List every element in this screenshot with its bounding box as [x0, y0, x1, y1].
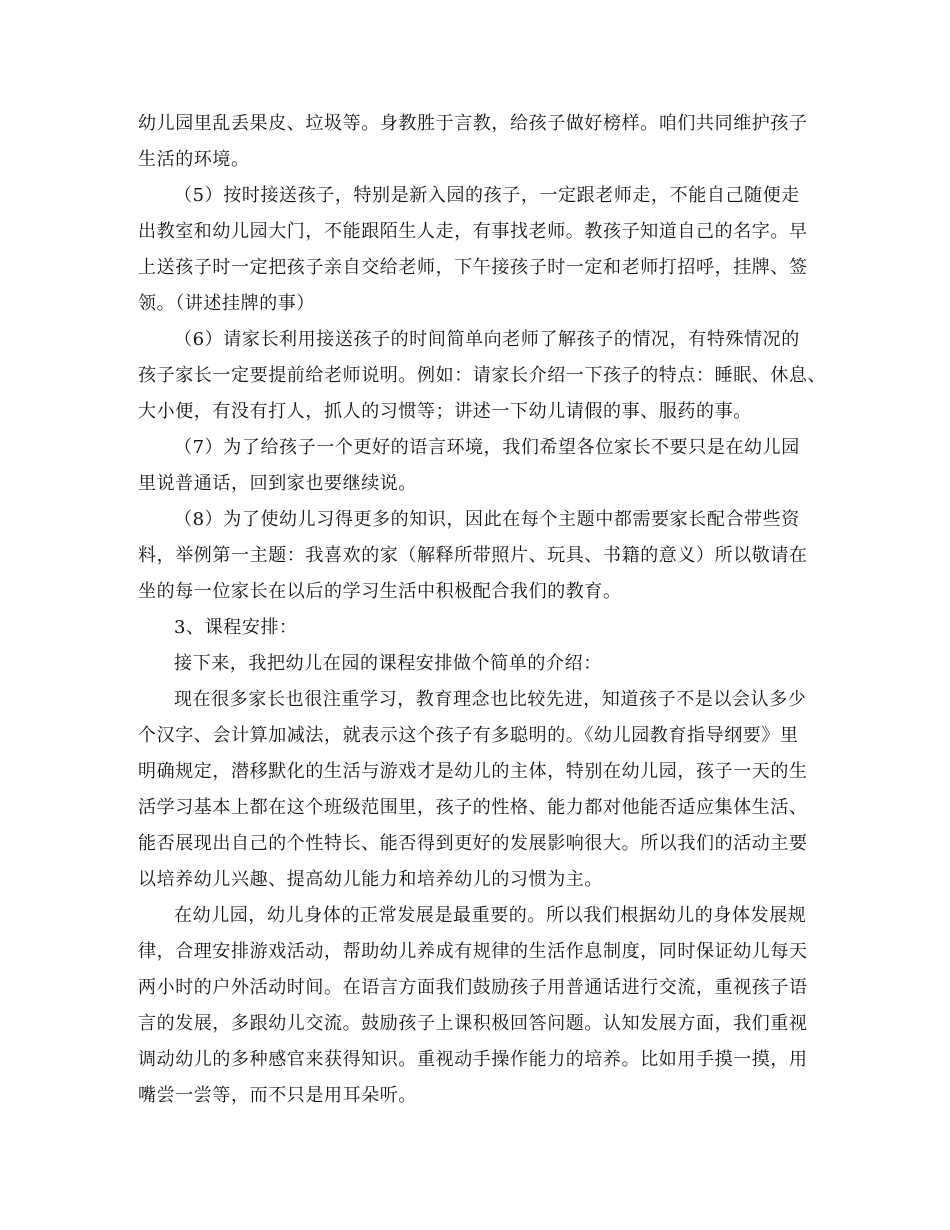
text-line: 料，举例第一主题：我喜欢的家（解释所带照片、玩具、书籍的意义）所以敬请在 — [138, 545, 808, 566]
text-line: 两小时的户外活动时间。在语言方面我们鼓励孩子用普通话进行交流，重视孩子语 — [138, 977, 808, 998]
text-line: 上送孩子时一定把孩子亲自交给老师，下午接孩子时一定和老师打招呼，挂牌、签 — [138, 257, 808, 278]
text-line: 活学习基本上都在这个班级范围里，孩子的性格、能力都对他能否适应集体生活、 — [138, 797, 808, 818]
text-line: 以培养幼儿兴趣、提高幼儿能力和培养幼儿的习惯为主。 — [138, 869, 603, 890]
text-line: 个汉字、会计算加减法，就表示这个孩子有多聪明的。《幼儿园教育指导纲要》里 — [138, 725, 799, 746]
text-line: 言的发展，多跟幼儿交流。鼓励孩子上课积极回答问题。认知发展方面，我们重视 — [138, 1013, 808, 1034]
text-line: 嘴尝一尝等，而不只是用耳朵听。 — [138, 1085, 417, 1106]
text-line: 生活的环境。 — [138, 149, 250, 170]
section-heading-course: 3、课程安排： — [174, 617, 298, 638]
text-line: 里说普通话，回到家也要继续说。 — [138, 473, 417, 494]
paragraph-learning-start: 现在很多家长也很注重学习，教育理念也比较先进，知道孩子不是以会认多少 — [174, 689, 807, 710]
paragraph-5-start: （5）按时接送孩子，特别是新入园的孩子，一定跟老师走，不能自己随便走 — [174, 185, 800, 206]
paragraph-development-start: 在幼儿园，幼儿身体的正常发展是最重要的。所以我们根据幼儿的身体发展规 — [174, 905, 807, 926]
text-line: 坐的每一位家长在以后的学习生活中积极配合我们的教育。 — [138, 581, 622, 602]
text-line: 律，合理安排游戏活动，帮助幼儿养成有规律的生活作息制度，同时保证幼儿每天 — [138, 941, 808, 962]
text-line: 领。（讲述挂牌的事） — [138, 293, 315, 314]
paragraph-intro: 接下来，我把幼儿在园的课程安排做个简单的介绍： — [174, 653, 602, 674]
paragraph-8-start: （8）为了使幼儿习得更多的知识，因此在每个主题中都需要家长配合带些资 — [174, 509, 800, 530]
text-line: 孩子家长一定要提前给老师说明。例如：请家长介绍一下孩子的特点：睡眠、休息、 — [138, 365, 827, 386]
text-line: 出教室和幼儿园大门，不能跟陌生人走，有事找老师。教孩子知道自己的名字。早 — [138, 221, 808, 242]
text-line: 调动幼儿的多种感官来获得知识。重视动手操作能力的培养。比如用手摸一摸，用 — [138, 1049, 808, 1070]
text-line: 大小便，有没有打人，抓人的习惯等；讲述一下幼儿请假的事、服药的事。 — [138, 401, 752, 422]
paragraph-7-start: （7）为了给孩子一个更好的语言环境，我们希望各位家长不要只是在幼儿园 — [174, 437, 800, 458]
paragraph-6-start: （6）请家长利用接送孩子的时间简单向老师了解孩子的情况，有特殊情况的 — [174, 329, 800, 350]
text-line: 幼儿园里乱丢果皮、垃圾等。身教胜于言教，给孩子做好榜样。咱们共同维护孩子 — [138, 113, 808, 134]
text-line: 能否展现出自己的个性特长、能否得到更好的发展影响很大。所以我们的活动主要 — [138, 833, 808, 854]
text-line: 明确规定，潜移默化的生活与游戏才是幼儿的主体，特别在幼儿园，孩子一天的生 — [138, 761, 808, 782]
